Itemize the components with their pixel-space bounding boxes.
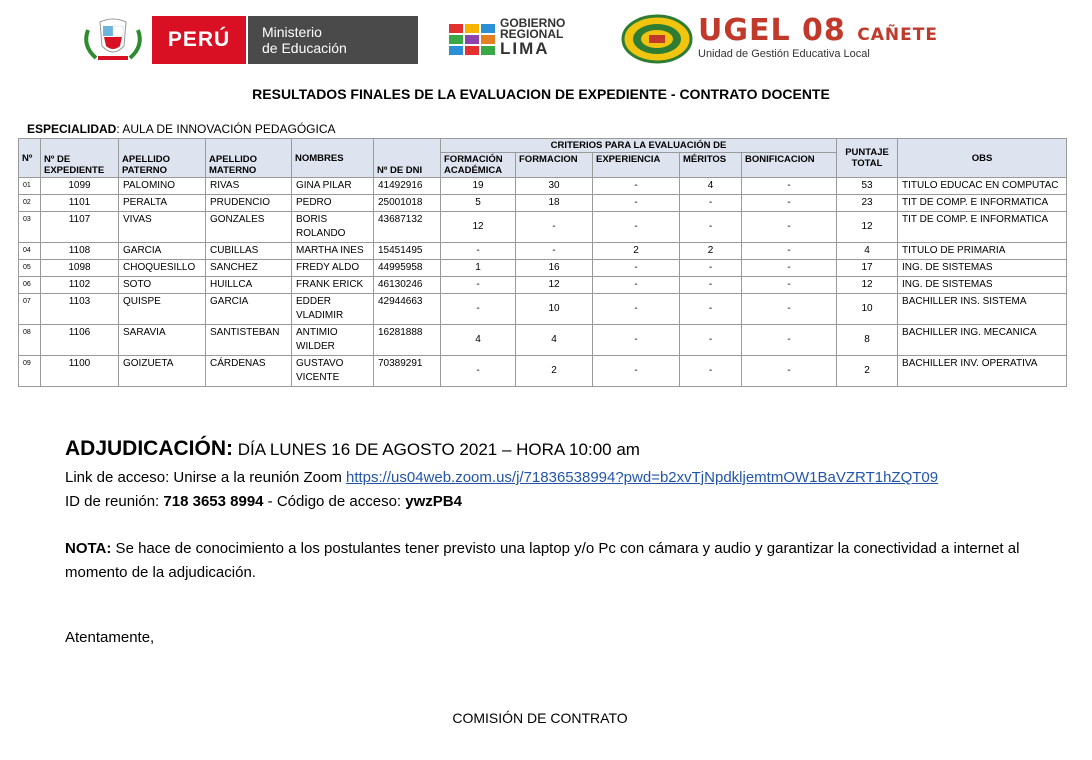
cell-academica: 1	[441, 260, 516, 277]
cell-nombres: GINA PILAR	[292, 178, 374, 195]
table-header	[19, 139, 1067, 178]
cell-puntaje: 12	[837, 212, 898, 243]
cell-n: 02	[19, 195, 41, 212]
zoom-link[interactable]: https://us04web.zoom.us/j/71836538994?pwd=b2xvTjNpdkljemtmOW1BaVZRT1hZQT09	[345, 469, 939, 486]
cell-bonificacion: -	[742, 277, 837, 294]
cell-dni: 16281888	[374, 325, 441, 356]
cell-puntaje: 53	[837, 178, 898, 195]
col-header-materno: APELLIDO MATERNO	[206, 139, 292, 178]
cell-dni: 70389291	[374, 356, 441, 387]
cell-nombres: ANTIMIO WILDER	[292, 325, 374, 356]
cell-puntaje: 12	[837, 277, 898, 294]
table-row	[19, 294, 1067, 325]
cell-n: 01	[19, 178, 41, 195]
cell-experiencia: -	[593, 277, 680, 294]
col-header-nombres: NOMBRES	[292, 139, 374, 178]
ugel-emblem-icon	[620, 14, 694, 64]
cell-dni: 15451495	[374, 243, 441, 260]
cell-meritos: -	[680, 260, 742, 277]
cell-nombres: BORIS ROLANDO	[292, 212, 374, 243]
cell-experiencia: -	[593, 260, 680, 277]
cell-materno: CUBILLAS	[206, 243, 292, 260]
col-header-n: Nº	[19, 139, 41, 178]
cell-paterno: GOIZUETA	[119, 356, 206, 387]
gobierno-regional-lima-logo	[500, 18, 580, 57]
adjudicacion-label: ADJUDICACIÓN:	[65, 437, 233, 460]
col-header-dni: Nº DE DNI	[374, 139, 441, 178]
cell-puntaje: 10	[837, 294, 898, 325]
cell-paterno: SOTO	[119, 277, 206, 294]
closing-comision: COMISIÓN DE CONTRATO	[452, 710, 628, 726]
minedu-line1: Ministerio	[262, 24, 322, 40]
ugel-title-main: UGEL 08	[698, 13, 846, 48]
cell-materno: CÁRDENAS	[206, 356, 292, 387]
cell-paterno: PALOMINO	[119, 178, 206, 195]
col-header-puntaje: PUNTAJE TOTAL	[837, 139, 898, 178]
cell-dni: 44995958	[374, 260, 441, 277]
cell-bonificacion: -	[742, 325, 837, 356]
cell-experiencia: -	[593, 325, 680, 356]
meeting-id-line	[65, 493, 462, 510]
cell-expediente: 1107	[41, 212, 119, 243]
table-body	[19, 178, 1067, 387]
cell-n: 03	[19, 212, 41, 243]
table-row	[19, 277, 1067, 294]
cell-puntaje: 4	[837, 243, 898, 260]
cell-nombres: GUSTAVO VICENTE	[292, 356, 374, 387]
cell-academica: -	[441, 294, 516, 325]
table-row	[19, 212, 1067, 243]
cell-formacion: 18	[516, 195, 593, 212]
nota-paragraph	[65, 537, 1065, 585]
cell-academica: 5	[441, 195, 516, 212]
cell-paterno: SARAVIA	[119, 325, 206, 356]
cell-n: 04	[19, 243, 41, 260]
cell-bonificacion: -	[742, 212, 837, 243]
cell-bonificacion: -	[742, 294, 837, 325]
cell-materno: GONZALES	[206, 212, 292, 243]
cell-academica: 4	[441, 325, 516, 356]
especialidad-line	[27, 122, 336, 136]
closing-atentamente: Atentamente,	[65, 629, 155, 646]
cell-experiencia: -	[593, 178, 680, 195]
cell-puntaje: 2	[837, 356, 898, 387]
peru-coat-of-arms-icon	[78, 16, 148, 64]
cell-bonificacion: -	[742, 356, 837, 387]
cell-formacion: -	[516, 243, 593, 260]
especialidad-value: : AULA DE INNOVACIÓN PEDAGÓGICA	[116, 122, 336, 136]
nota-label: NOTA:	[65, 540, 112, 557]
ugel-city: CAÑETE	[857, 25, 938, 45]
ugel-title	[698, 14, 938, 52]
cell-obs: BACHILLER INS. SISTEMA	[898, 294, 1067, 325]
cell-materno: HUILLCA	[206, 277, 292, 294]
cell-dni: 42944663	[374, 294, 441, 325]
access-code-value: ywzPB4	[405, 493, 462, 510]
gore-line3: LIMA	[500, 39, 550, 58]
adjudicacion-date: DÍA LUNES 16 DE AGOSTO 2021 – HORA 10:00 am	[233, 440, 640, 459]
cell-formacion: -	[516, 212, 593, 243]
logo-bar	[0, 12, 1092, 70]
cell-obs: BACHILLER INV. OPERATIVA	[898, 356, 1067, 387]
cell-materno: SANCHEZ	[206, 260, 292, 277]
cell-puntaje: 8	[837, 325, 898, 356]
zoom-link-prefix: Link de acceso: Unirse a la reunión Zoom	[65, 469, 346, 486]
cell-puntaje: 23	[837, 195, 898, 212]
cell-expediente: 1100	[41, 356, 119, 387]
nota-text: Se hace de conocimiento a los postulantes tener previsto una laptop y/o Pc con cámara y audio y garantizar la conectividad a internet al momento de la adjudicación.	[65, 540, 1020, 581]
cell-meritos: -	[680, 356, 742, 387]
cell-materno: GARCIA	[206, 294, 292, 325]
col-header-paterno: APELLIDO PATERNO	[119, 139, 206, 178]
cell-nombres: FREDY ALDO	[292, 260, 374, 277]
cell-formacion: 12	[516, 277, 593, 294]
cell-obs: BACHILLER ING. MECANICA	[898, 325, 1067, 356]
table-row	[19, 195, 1067, 212]
ministerio-educacion-logo	[248, 16, 418, 64]
meeting-id-label: ID de reunión:	[65, 493, 164, 510]
cell-n: 07	[19, 294, 41, 325]
cell-formacion: 30	[516, 178, 593, 195]
cell-expediente: 1102	[41, 277, 119, 294]
cell-experiencia: -	[593, 212, 680, 243]
access-code-label: - Código de acceso:	[263, 493, 406, 510]
minedu-line2: de Educación	[262, 40, 347, 56]
col-header-bonificacion: BONIFICACION	[742, 153, 837, 178]
col-header-academica: FORMACIÓN ACADÉMICA	[441, 153, 516, 178]
col-header-formacion: FORMACION	[516, 153, 593, 178]
cell-materno: PRUDENCIO	[206, 195, 292, 212]
cell-n: 09	[19, 356, 41, 387]
cell-obs: ING. DE SISTEMAS	[898, 260, 1067, 277]
cell-nombres: FRANK ERICK	[292, 277, 374, 294]
col-header-expediente: Nº DE EXPEDIENTE	[41, 139, 119, 178]
cell-meritos: -	[680, 212, 742, 243]
cell-nombres: EDDER VLADIMIR	[292, 294, 374, 325]
col-header-meritos: MÉRITOS	[680, 153, 742, 178]
cell-n: 05	[19, 260, 41, 277]
zoom-link-line	[65, 469, 938, 486]
cell-academica: -	[441, 356, 516, 387]
col-header-obs: OBS	[898, 139, 1067, 178]
cell-academica: 19	[441, 178, 516, 195]
cell-experiencia: -	[593, 195, 680, 212]
table-row	[19, 356, 1067, 387]
cell-academica: -	[441, 243, 516, 260]
table-row	[19, 260, 1067, 277]
cell-nombres: PEDRO	[292, 195, 374, 212]
cell-expediente: 1103	[41, 294, 119, 325]
document-title: RESULTADOS FINALES DE LA EVALUACION DE EXPEDIENTE - CONTRATO DOCENTE	[252, 86, 830, 102]
cell-experiencia: 2	[593, 243, 680, 260]
cell-experiencia: -	[593, 356, 680, 387]
cell-meritos: 2	[680, 243, 742, 260]
cell-obs: TIT DE COMP. E INFORMATICA	[898, 212, 1067, 243]
cell-meritos: -	[680, 325, 742, 356]
cell-obs: ING. DE SISTEMAS	[898, 277, 1067, 294]
cell-expediente: 1099	[41, 178, 119, 195]
cell-expediente: 1106	[41, 325, 119, 356]
cell-puntaje: 17	[837, 260, 898, 277]
table-row	[19, 243, 1067, 260]
table-row	[19, 178, 1067, 195]
table-row	[19, 325, 1067, 356]
cell-paterno: GARCIA	[119, 243, 206, 260]
cell-meritos: -	[680, 195, 742, 212]
cell-meritos: -	[680, 277, 742, 294]
cell-formacion: 10	[516, 294, 593, 325]
cell-paterno: PERALTA	[119, 195, 206, 212]
cell-paterno: VIVAS	[119, 212, 206, 243]
cell-dni: 43687132	[374, 212, 441, 243]
cell-expediente: 1101	[41, 195, 119, 212]
cell-nombres: MARTHA INES	[292, 243, 374, 260]
cell-meritos: 4	[680, 178, 742, 195]
cell-formacion: 4	[516, 325, 593, 356]
adjudicacion-line	[65, 437, 640, 461]
cell-formacion: 2	[516, 356, 593, 387]
cell-n: 06	[19, 277, 41, 294]
cell-materno: RIVAS	[206, 178, 292, 195]
cell-academica: 12	[441, 212, 516, 243]
peru-label: PERÚ	[152, 16, 246, 64]
cell-bonificacion: -	[742, 260, 837, 277]
cell-bonificacion: -	[742, 195, 837, 212]
cell-formacion: 16	[516, 260, 593, 277]
cell-paterno: CHOQUESILLO	[119, 260, 206, 277]
cell-dni: 46130246	[374, 277, 441, 294]
cell-dni: 25001018	[374, 195, 441, 212]
cell-obs: TITULO EDUCAC EN COMPUTAC	[898, 178, 1067, 195]
cell-bonificacion: -	[742, 243, 837, 260]
gobierno-regional-icon	[447, 20, 497, 60]
results-table	[18, 138, 1067, 387]
gore-line2: REGIONAL	[500, 27, 564, 41]
cell-meritos: -	[680, 294, 742, 325]
cell-materno: SANTISTEBAN	[206, 325, 292, 356]
col-header-experiencia: EXPERIENCIA	[593, 153, 680, 178]
especialidad-label: ESPECIALIDAD	[27, 122, 117, 136]
cell-academica: -	[441, 277, 516, 294]
cell-expediente: 1098	[41, 260, 119, 277]
cell-paterno: QUISPE	[119, 294, 206, 325]
cell-n: 08	[19, 325, 41, 356]
cell-expediente: 1108	[41, 243, 119, 260]
cell-obs: TITULO DE PRIMARIA	[898, 243, 1067, 260]
cell-bonificacion: -	[742, 178, 837, 195]
ugel-subtitle: Unidad de Gestión Educativa Local	[698, 48, 870, 60]
cell-dni: 41492916	[374, 178, 441, 195]
col-header-criterios: CRITERIOS PARA LA EVALUACIÓN DE	[441, 139, 837, 153]
cell-experiencia: -	[593, 294, 680, 325]
cell-obs: TIT DE COMP. E INFORMATICA	[898, 195, 1067, 212]
meeting-id-value: 718 3653 8994	[163, 493, 264, 510]
gore-line1: GOBIERNO	[500, 16, 566, 30]
